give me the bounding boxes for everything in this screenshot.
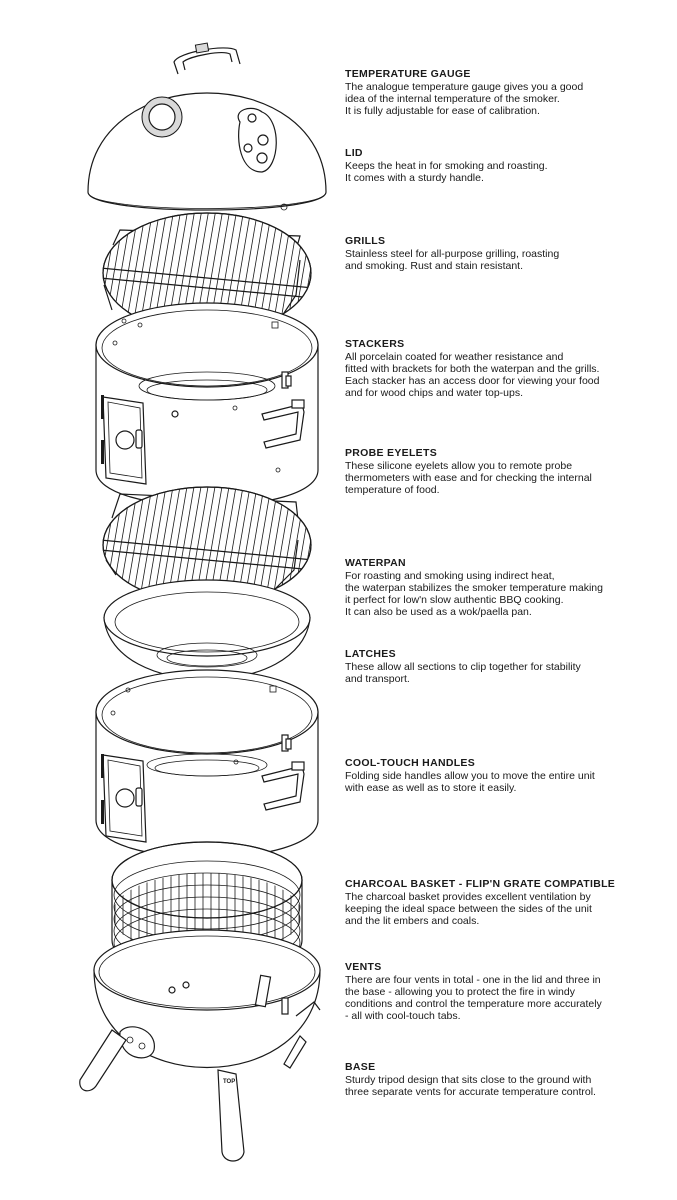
part-cool-touch-handles (345, 757, 645, 794)
part-stackers (345, 338, 645, 399)
part-title: CHARCOAL BASKET - FLIP'N GRATE COMPATIBLE (345, 878, 616, 890)
part-description: There are four vents in total - one in the lid and three in the base - allowing you to protect the fire in windy conditions and control the temperature more accurately - all with cool-touch tabs. (345, 974, 602, 1022)
part-lid (345, 147, 645, 184)
part-title: STACKERS (345, 338, 405, 350)
stacker-icon (96, 670, 318, 858)
part-description: All porcelain coated for weather resistance and fitted with brackets for both the waterpan and the grills. Each stacker has an access door for viewing your food and for wood chips and water top-ups. (345, 351, 600, 399)
part-probe-eyelets (345, 447, 645, 496)
part-description: The charcoal basket provides excellent ventilation by keeping the ideal space between the sides of the unit and the lit embers and coals. (345, 891, 592, 927)
part-description: Stainless steel for all-purpose grilling, roasting and smoking. Rust and stain resistant. (345, 248, 560, 272)
lid-handle-icon (174, 43, 240, 74)
part-title: PROBE EYELETS (345, 447, 438, 459)
waterpan-icon (104, 580, 310, 680)
part-title: GRILLS (345, 235, 386, 247)
part-waterpan (345, 557, 645, 618)
access-door-icon (101, 754, 146, 842)
leg-label: TOP (223, 1079, 236, 1085)
part-temperature-gauge (345, 68, 645, 117)
part-charcoal-basket (345, 878, 665, 927)
part-title: COOL-TOUCH HANDLES (345, 757, 476, 769)
part-title: VENTS (345, 961, 382, 973)
access-door-icon (101, 395, 146, 484)
temperature-gauge-icon (142, 97, 182, 137)
base-icon (80, 930, 320, 1161)
part-latches (345, 648, 645, 685)
part-description: Keeps the heat in for smoking and roasting. It comes with a sturdy handle. (345, 160, 548, 184)
part-title: WATERPAN (345, 557, 406, 569)
stacker-icon (96, 303, 318, 506)
part-description: Sturdy tripod design that sits close to the ground with three separate vents for accurate temperature control. (345, 1074, 596, 1098)
part-vents (345, 961, 665, 1022)
part-description: For roasting and smoking using indirect heat, the waterpan stabilizes the smoker temperature making it perfect for low'n slow authentic BBQ cooking. It can also be used as a wok/paella pan. (345, 570, 603, 618)
part-grills (345, 235, 645, 272)
part-title: LATCHES (345, 648, 396, 660)
part-description: These silicone eyelets allow you to remote probe thermometers with ease and for checking the internal temperature of food. (345, 460, 592, 496)
part-description: Folding side handles allow you to move the entire unit with ease as well as to store it easily. (345, 770, 595, 794)
lid (88, 43, 326, 210)
part-title: LID (345, 147, 363, 159)
part-title: BASE (345, 1061, 376, 1073)
part-description: These allow all sections to clip together for stability and transport. (345, 661, 581, 685)
part-title: TEMPERATURE GAUGE (345, 68, 471, 80)
part-base (345, 1061, 665, 1098)
part-description: The analogue temperature gauge gives you a good idea of the internal temperature of the smoker. It is fully adjustable for ease of calibration. (345, 81, 584, 117)
